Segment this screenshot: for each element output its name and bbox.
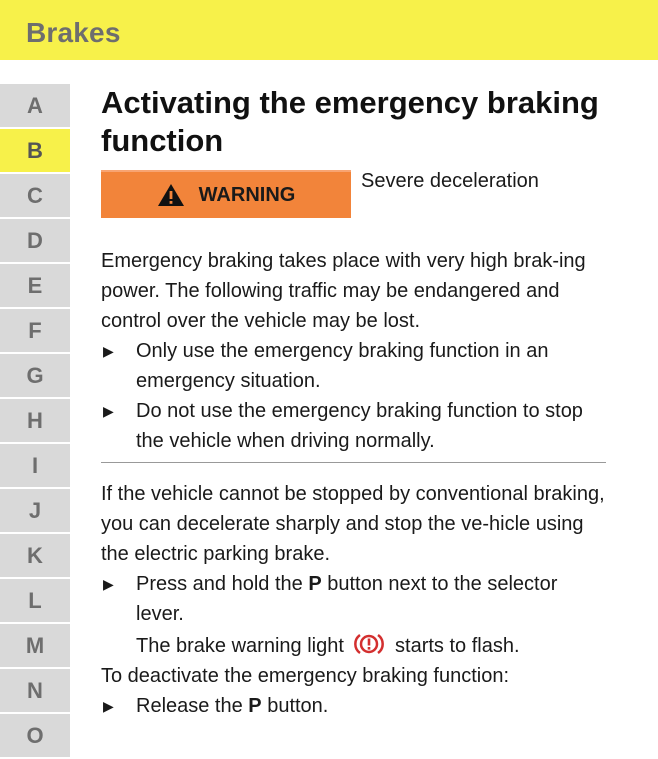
list-item <box>101 336 606 396</box>
warning-label: WARNING <box>198 183 296 206</box>
bullet-arrow-icon: ▶ <box>103 343 114 359</box>
warning-note: Severe deceleration <box>361 170 539 192</box>
index-letter-c[interactable]: C <box>0 174 70 217</box>
index-letter-h[interactable]: H <box>0 399 70 442</box>
index-letter-m[interactable]: M <box>0 624 70 667</box>
index-letter-g[interactable]: G <box>0 354 70 397</box>
bullet-text: Release the P button. <box>136 695 329 717</box>
list-item <box>101 569 606 629</box>
paragraph-deactivate: To deactivate the emergency braking function: <box>101 665 510 687</box>
bullet-text: Do not use the emergency braking function to stop the vehicle when driving normally. <box>136 400 583 452</box>
page-title: Activating the emergency braking function <box>101 85 599 158</box>
index-letter-o[interactable]: O <box>0 714 70 757</box>
alphabet-index <box>0 84 70 759</box>
section-title: Brakes <box>26 17 121 48</box>
bullet-text: Only use the emergency braking function in an emergency situation. <box>136 340 549 392</box>
index-letter-d[interactable]: D <box>0 219 70 262</box>
list-item <box>101 396 606 456</box>
index-letter-f[interactable]: F <box>0 309 70 352</box>
brake-light-note: The brake warning light starts to flash. <box>101 631 606 661</box>
paragraph-parking-brake: If the vehicle cannot be stopped by conventional braking, you can decelerate sharply and stop the ve-hicle using the electric parking brake. <box>101 483 605 565</box>
header-bar <box>0 0 658 60</box>
index-letter-j[interactable]: J <box>0 489 70 532</box>
paragraph-emergency-braking: Emergency braking takes place with very high brak-ing power. The following traffic may be endangered and control over the vehicle may be lost. <box>101 250 586 332</box>
warning-row <box>101 170 606 220</box>
index-letter-b[interactable]: B <box>0 129 70 172</box>
list-item <box>101 691 606 721</box>
brake-warning-light-icon <box>353 632 385 656</box>
index-letter-l[interactable]: L <box>0 579 70 622</box>
index-letter-a[interactable]: A <box>0 84 70 127</box>
main-content <box>101 84 606 721</box>
warning-badge <box>101 170 351 218</box>
section-divider <box>101 462 606 463</box>
bullet-arrow-icon: ▶ <box>103 576 114 592</box>
p-button-label: P <box>308 573 322 595</box>
bullet-arrow-icon: ▶ <box>103 698 114 714</box>
index-letter-e[interactable]: E <box>0 264 70 307</box>
index-letter-i[interactable]: I <box>0 444 70 487</box>
index-letter-k[interactable]: K <box>0 534 70 577</box>
p-button-label: P <box>248 695 262 717</box>
index-letter-n[interactable]: N <box>0 669 70 712</box>
warning-triangle-icon <box>157 183 185 207</box>
bullet-text: Press and hold the P button next to the selector lever. <box>136 573 558 625</box>
bullet-arrow-icon: ▶ <box>103 403 114 419</box>
